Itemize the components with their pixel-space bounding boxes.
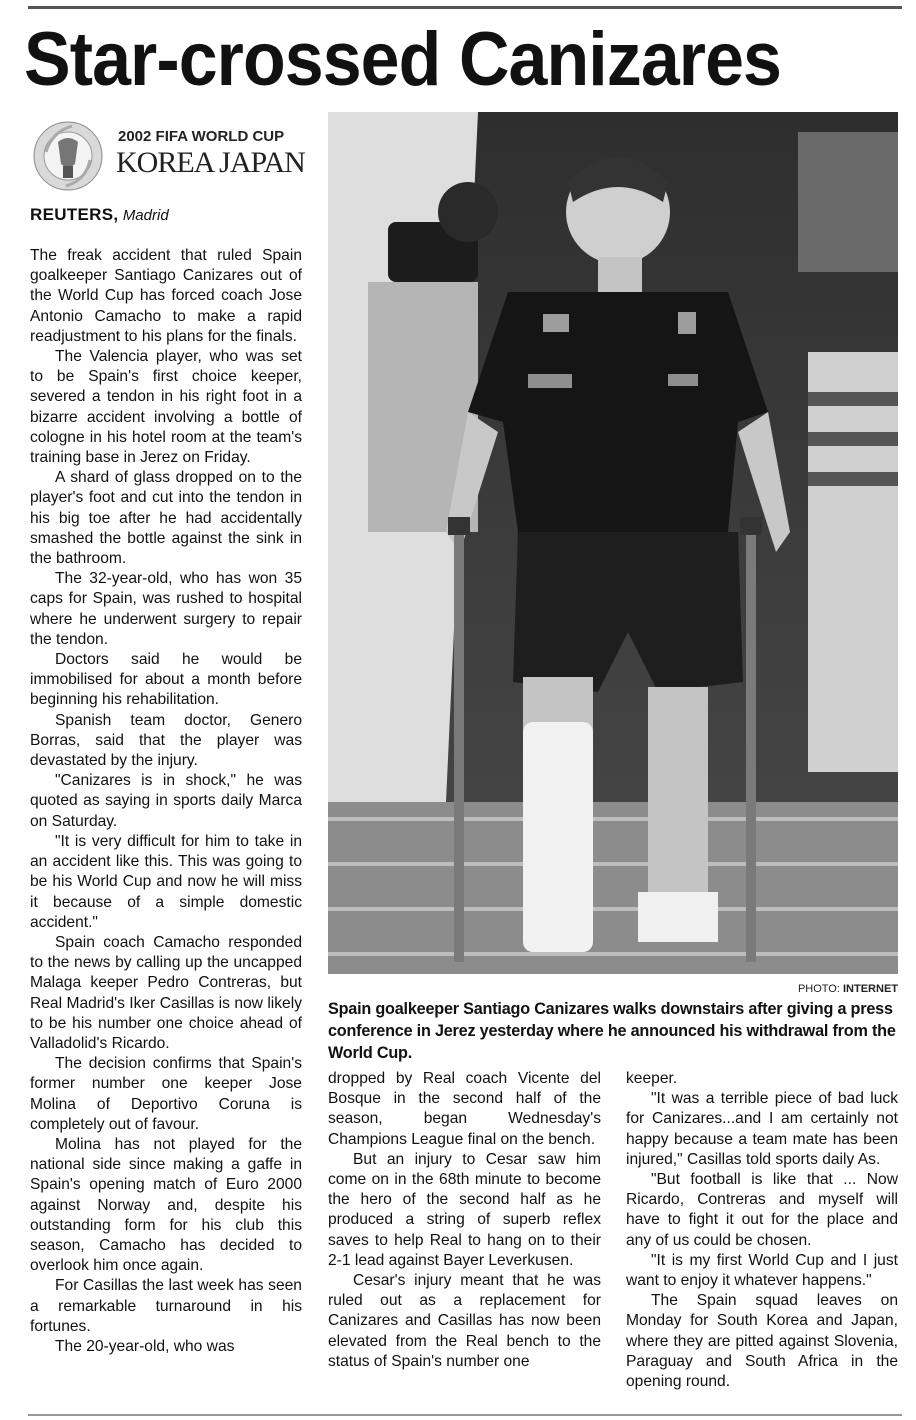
paragraph: The Valencia player, who was set to be Spain's first choice keeper, severed a tendon in his right foot in a bizarre accident involving a bottle of cologne in his hotel room at the team's training base in Jerez on Friday. [30,348,302,467]
paragraph: A shard of glass dropped on to the player's foot and cut into the tendon in his big toe after he had accidentally smashed the bottle against the sink in the bathroom. [30,469,302,568]
world-cup-logo [28,112,318,202]
bottom-rule [28,1414,902,1416]
paragraph: The 20-year-old, who was [55,1337,235,1355]
paragraph: Doctors said he would be immobilised for about a month before beginning his rehabilitation. [30,651,302,709]
photo-credit [798,983,898,995]
paragraph: "Canizares is in shock," he was quoted as saying in sports daily Marca on Saturday. [30,772,302,830]
news-photo [328,112,898,974]
paragraph: But an injury to Cesar saw him come on in the 68th minute to become the hero of the second half as he produced a string of superb reflex saves to help Real to hang on to their 2-1 lead against Bayer Leverkusen. [328,1150,601,1269]
paragraph: keeper. [626,1070,678,1087]
byline [30,205,169,225]
paragraph: Spain coach Camacho responded to the news by calling up the uncapped Malaga keeper Pedro Contreras, but Real Madrid's Iker Casillas is now likely to be his number one choice ahead of Valladolid's Ricardo. [30,933,302,1052]
byline-agency: REUTERS, [30,205,119,224]
paragraph: For Casillas the last week has seen a remarkable turnaround in his fortunes. [30,1277,302,1335]
article-column-2 [328,1069,601,1372]
article-column-1 [30,246,302,1357]
trophy-emblem-icon [28,112,114,198]
photo-caption: Spain goalkeeper Santiago Canizares walks downstairs after giving a press conference in Jerez yesterday where he announced his withdrawal from the World Cup. [328,1000,896,1062]
goalkeeper-on-crutches-image [328,112,898,974]
article-column-3 [626,1069,898,1392]
paragraph: "But football is like that ... Now Ricardo, Contreras and myself will have to fight it out for the place and any of us could be chosen. [626,1171,898,1249]
paragraph: Spanish team doctor, Genero Borras, said that the player was devastated by the injury. [30,711,302,770]
top-rule [28,6,902,9]
logo-tournament-text: 2002 FIFA WORLD CUP [118,128,285,145]
paragraph: "It was a terrible piece of bad luck for Canizares...and I am certainly not happy because a team mate has been injured," Casillas told sports daily As. [626,1090,898,1168]
paragraph: Cesar's injury meant that he was ruled out as a replacement for Canizares and Casillas has now been elevated from the Real bench to the status of Spain's number one [328,1272,601,1370]
paragraph: Molina has not played for the national side since making a gaffe in Spain's opening match of Euro 2000 against Norway and, despite his outstanding form for his club this season, Camacho has decided to overlook him once again. [30,1135,302,1275]
headline: Star-crossed Canizares [24,17,782,102]
paragraph: The 32-year-old, who has won 35 caps for Spain, was rushed to hospital where he underwent surgery to repair the tendon. [30,570,302,648]
paragraph: "It is very difficult for him to take in an accident like this. This was going to be his World Cup and now he will miss it because of a simple domestic accident." [30,832,302,931]
paragraph: The Spain squad leaves on Monday for South Korea and Japan, where they are pitted against Slovenia, Paraguay and South Africa in the opening round. [626,1292,898,1391]
paragraph: The decision confirms that Spain's former number one keeper Jose Molina of Deportivo Coruna is completely out of favour. [30,1055,302,1133]
paragraph: The freak accident that ruled Spain goalkeeper Santiago Canizares out of the World Cup has forced coach Jose Antonio Camacho to make a rapid readjustment to his plans for the finals. [30,247,302,345]
logo-host-text: KOREA JAPAN [116,146,305,179]
photo-credit-source: INTERNET [843,983,898,995]
byline-place: Madrid [122,207,169,224]
paragraph: dropped by Real coach Vicente del Bosque in the second half of the season, began Wednesday's Champions League final on the bench. [328,1070,601,1148]
photo-credit-label: PHOTO: [797,983,840,995]
paragraph: "It is my first World Cup and I just want to enjoy it whatever happens." [626,1251,898,1290]
